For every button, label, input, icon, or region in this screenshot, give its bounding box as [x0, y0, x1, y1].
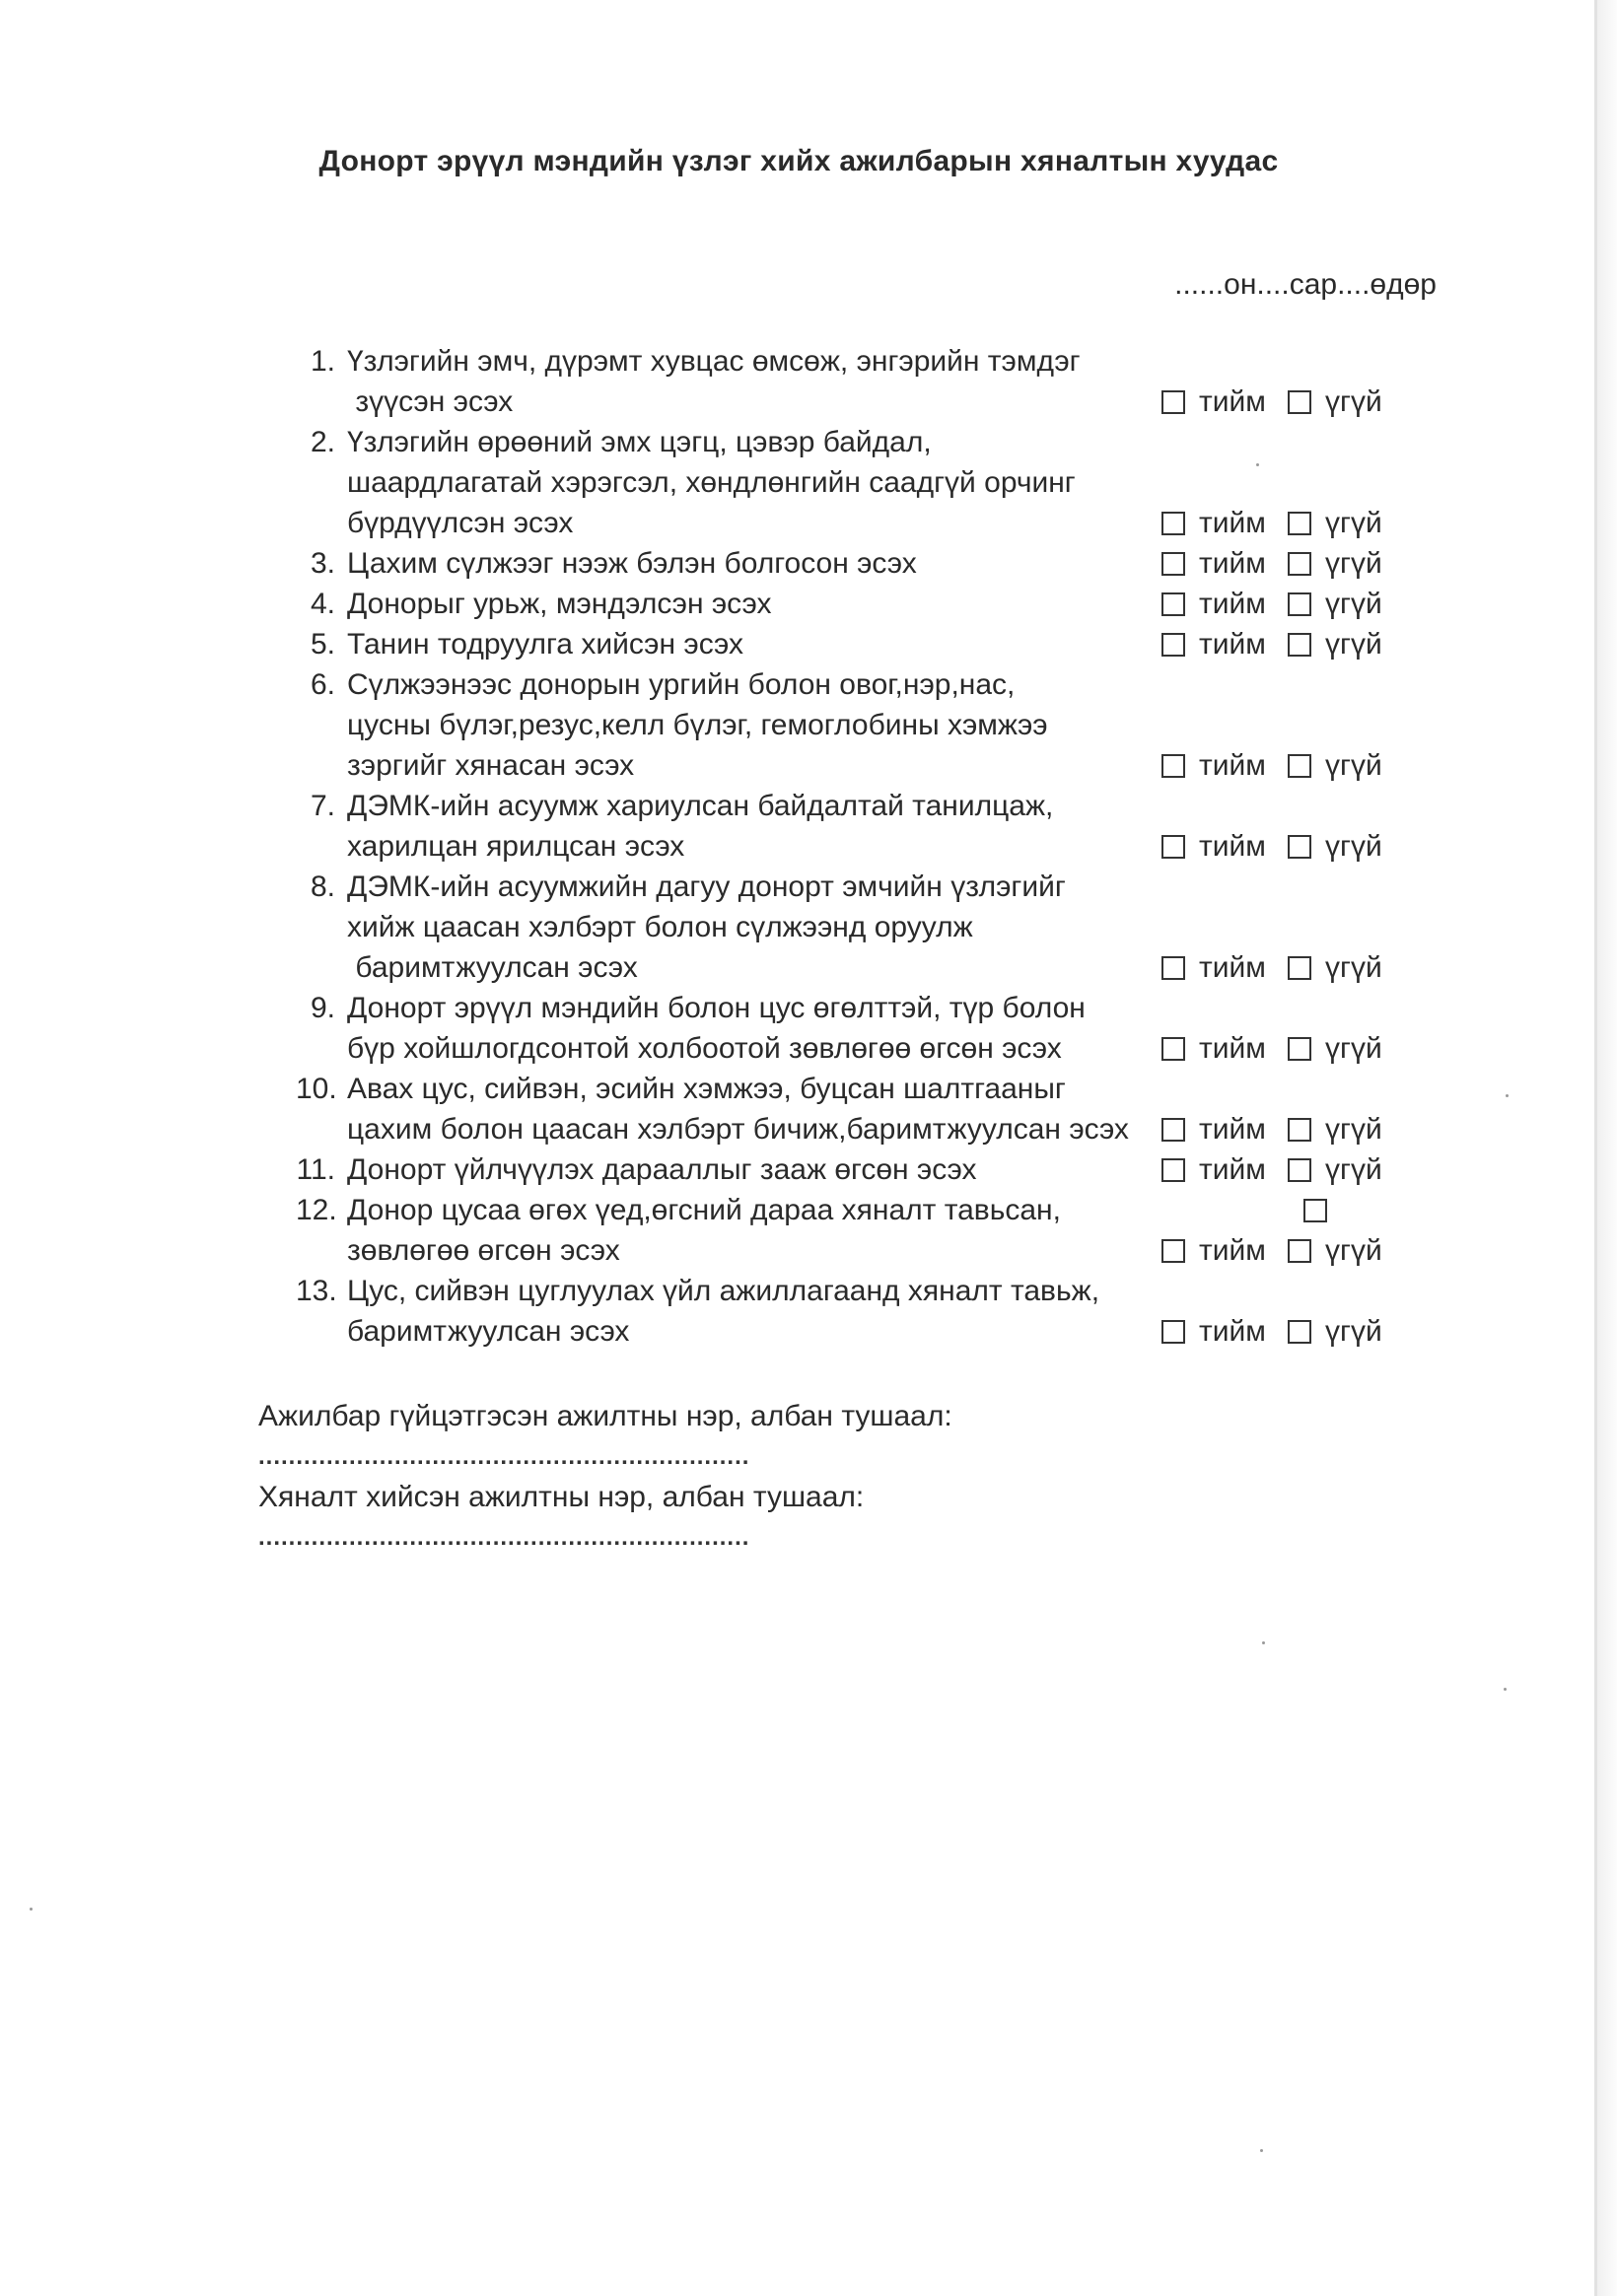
yes-label: тийм [1199, 1113, 1266, 1146]
no-checkbox[interactable] [1288, 1118, 1311, 1142]
item-text [347, 1069, 1165, 1149]
item-text [347, 1149, 1165, 1190]
item-text [347, 867, 1165, 988]
item-text-line: Цахим сүлжээг нээж бэлэн болгосон эсэх [347, 547, 917, 580]
checklist-item [296, 1271, 1440, 1352]
answer-options [1161, 543, 1382, 584]
item-text [347, 1190, 1165, 1271]
no-label: үгүй [1325, 1113, 1382, 1146]
no-checkbox[interactable] [1288, 1158, 1311, 1182]
item-text-line: Донор цусаа өгөх үед,өгсний дараа хяналт тавьсан, [347, 1194, 1061, 1226]
answer-options [1161, 826, 1382, 867]
answer-options [1161, 947, 1382, 988]
item-text-line: Танин тодруулга хийсэн эсэх [347, 628, 743, 661]
answer-options [1161, 624, 1382, 664]
checklist-item [296, 867, 1440, 988]
yes-checkbox[interactable] [1161, 512, 1185, 535]
extra-checkbox[interactable] [1303, 1199, 1327, 1222]
yes-label: тийм [1199, 951, 1266, 984]
no-checkbox[interactable] [1288, 552, 1311, 576]
item-text [347, 341, 1165, 422]
item-text [347, 988, 1165, 1069]
no-checkbox[interactable] [1288, 1239, 1311, 1263]
yes-label: тийм [1199, 547, 1266, 580]
item-text-line: бүрдүүлсэн эсэх [347, 507, 574, 539]
item-number: 7. [310, 790, 335, 822]
answer-options [1161, 1149, 1382, 1190]
no-checkbox[interactable] [1288, 592, 1311, 616]
date-field: ......он....сар....өдөр [1174, 268, 1437, 301]
no-label: үгүй [1325, 1153, 1382, 1186]
item-text-line: ДЭМК-ийн асуумж хариулсан байдалтай танилцаж, [347, 790, 1054, 822]
item-text-line: бүр хойшлогдсонтой холбоотой зөвлөгөө өгсөн эсэх [347, 1032, 1062, 1065]
item-text-line: баримтжуулсан эсэх [347, 951, 638, 984]
item-text-line: зүүсэн эсэх [347, 385, 514, 418]
yes-checkbox[interactable] [1161, 390, 1185, 414]
yes-label: тийм [1199, 1234, 1266, 1267]
no-label: үгүй [1325, 1315, 1382, 1348]
scan-speck [30, 1908, 33, 1911]
checklist-item [296, 1190, 1440, 1271]
scan-speck [1256, 463, 1259, 466]
item-number: 11. [296, 1153, 335, 1186]
scan-speck [1260, 2149, 1263, 2152]
yes-checkbox[interactable] [1161, 1037, 1185, 1061]
yes-label: тийм [1199, 385, 1266, 418]
yes-checkbox[interactable] [1161, 1239, 1185, 1263]
yes-checkbox[interactable] [1161, 835, 1185, 859]
checklist-item [296, 988, 1440, 1069]
yes-checkbox[interactable] [1161, 1320, 1185, 1344]
item-text-line: харилцан ярилцсан эсэх [347, 830, 685, 863]
item-number: 3. [310, 547, 335, 580]
yes-checkbox[interactable] [1161, 1158, 1185, 1182]
no-label: үгүй [1325, 507, 1382, 539]
yes-checkbox[interactable] [1161, 633, 1185, 657]
item-text [347, 624, 1165, 664]
answer-options [1161, 1109, 1382, 1149]
no-checkbox[interactable] [1288, 390, 1311, 414]
item-number: 9. [310, 992, 335, 1024]
item-text-line: зэргийг хянасан эсэх [347, 749, 635, 782]
item-text-line: Авах цус, сийвэн, эсийн хэмжээ, буцсан шалтгааныг [347, 1073, 1066, 1105]
scan-edge [1597, 0, 1617, 2296]
item-text-line: Үзлэгийн өрөөний эмх цэгц, цэвэр байдал, [347, 426, 932, 458]
no-label: үгүй [1325, 1032, 1382, 1065]
no-label: үгүй [1325, 547, 1382, 580]
reviewer-label: Хяналт хийсэн ажилтны нэр, албан тушаал: [258, 1481, 865, 1513]
item-text-line: Үзлэгийн эмч, дүрэмт хувцас өмсөж, энгэрийн тэмдэг [347, 345, 1081, 378]
yes-label: тийм [1199, 507, 1266, 539]
item-number: 12. [296, 1194, 337, 1226]
item-number: 1. [310, 345, 335, 378]
no-checkbox[interactable] [1288, 754, 1311, 778]
yes-label: тийм [1199, 628, 1266, 661]
item-text-line: цусны бүлэг,резус,келл бүлэг, гемоглобины хэмжээ [347, 709, 1048, 741]
no-label: үгүй [1325, 588, 1382, 620]
answer-options [1161, 382, 1382, 422]
checklist-item [296, 584, 1440, 624]
item-text-line: Донорт үйлчүүлэх дарааллыг зааж өгсөн эсэх [347, 1153, 977, 1186]
checklist-item [296, 664, 1440, 786]
answer-options [1161, 745, 1382, 786]
answer-options [1161, 1028, 1382, 1069]
answer-options [1161, 1230, 1382, 1271]
item-text-line: Донорт эрүүл мэндийн болон цус өгөлттэй, түр болон [347, 992, 1086, 1024]
no-checkbox[interactable] [1288, 512, 1311, 535]
item-text [347, 1271, 1165, 1352]
checklist-item [296, 422, 1440, 543]
item-text-line: шаардлагатай хэрэгсэл, хөндлөнгийн саадгүй орчинг [347, 466, 1076, 499]
checklist-item [296, 1149, 1440, 1190]
checklist-item [296, 543, 1440, 584]
item-text [347, 543, 1165, 584]
no-checkbox[interactable] [1288, 1037, 1311, 1061]
item-text-line: Сүлжээнээс донорын ургийн болон овог,нэр,нас, [347, 668, 1016, 701]
no-checkbox[interactable] [1288, 633, 1311, 657]
checklist-item [296, 624, 1440, 664]
no-label: үгүй [1325, 749, 1382, 782]
scan-speck [1506, 1094, 1509, 1097]
document-title: Донорт эрүүл мэндийн үзлэг хийх ажилбарын хяналтын хуудас [318, 145, 1279, 177]
yes-checkbox[interactable] [1161, 754, 1185, 778]
item-text-line: баримтжуулсан эсэх [347, 1315, 630, 1348]
performer-label: Ажилбар гүйцэтгэсэн ажилтны нэр, албан тушаал: [258, 1400, 952, 1432]
item-text [347, 786, 1165, 867]
yes-label: тийм [1199, 588, 1266, 620]
item-number: 5. [310, 628, 335, 661]
no-checkbox[interactable] [1288, 835, 1311, 859]
answer-options [1161, 1311, 1382, 1352]
no-label: үгүй [1325, 628, 1382, 661]
scan-speck [1504, 1688, 1507, 1691]
item-text-line: хийж цаасан хэлбэрт болон сүлжээнд оруулж [347, 911, 973, 943]
yes-label: тийм [1199, 749, 1266, 782]
no-label: үгүй [1325, 951, 1382, 984]
no-label: үгүй [1325, 1234, 1382, 1267]
no-checkbox[interactable] [1288, 956, 1311, 980]
checklist-item [296, 786, 1440, 867]
answer-options [1161, 584, 1382, 624]
answer-options [1161, 503, 1382, 543]
checklist-item [296, 1069, 1440, 1149]
yes-label: тийм [1199, 830, 1266, 863]
item-text-line: Донорыг урьж, мэндэлсэн эсэх [347, 588, 772, 620]
item-text-line: Цус, сийвэн цуглуулах үйл ажиллагаанд хяналт тавьж, [347, 1275, 1100, 1307]
item-number: 8. [310, 870, 335, 903]
item-number: 6. [310, 668, 335, 701]
item-number: 10. [296, 1073, 337, 1105]
yes-label: тийм [1199, 1315, 1266, 1348]
yes-checkbox[interactable] [1161, 552, 1185, 576]
item-text-line: зөвлөгөө өгсөн эсэх [347, 1234, 620, 1267]
yes-label: тийм [1199, 1032, 1266, 1065]
yes-checkbox[interactable] [1161, 592, 1185, 616]
no-label: үгүй [1325, 830, 1382, 863]
no-checkbox[interactable] [1288, 1320, 1311, 1344]
no-label: үгүй [1325, 385, 1382, 418]
item-text [347, 664, 1165, 786]
item-number: 4. [310, 588, 335, 620]
yes-checkbox[interactable] [1161, 1118, 1185, 1142]
item-text-line: цахим болон цаасан хэлбэрт бичиж,баримтжуулсан эсэх [347, 1113, 1129, 1146]
yes-checkbox[interactable] [1161, 956, 1185, 980]
performer-signature-line: ................................................................. [258, 1443, 750, 1470]
scan-speck [1262, 1641, 1265, 1644]
item-text [347, 422, 1165, 543]
item-text [347, 584, 1165, 624]
item-number: 13. [296, 1275, 337, 1307]
reviewer-signature-line: ................................................................. [258, 1524, 750, 1551]
yes-label: тийм [1199, 1153, 1266, 1186]
checklist-item [296, 341, 1440, 422]
item-number: 2. [310, 426, 335, 458]
item-text-line: ДЭМК-ийн асуумжийн дагуу донорт эмчийн үзлэгийг [347, 870, 1066, 903]
